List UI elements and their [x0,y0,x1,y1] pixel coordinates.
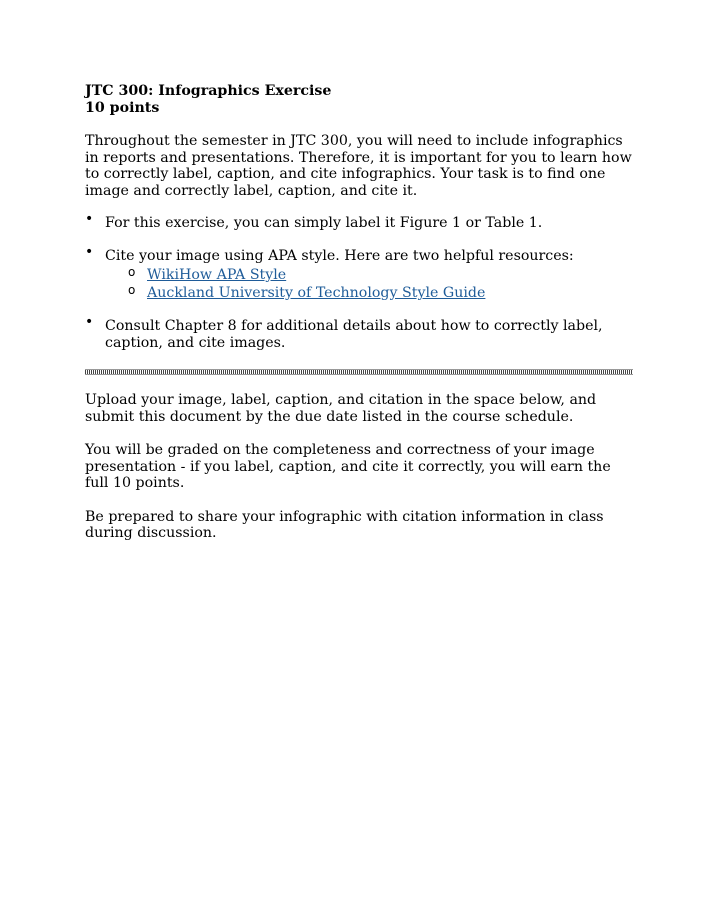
intro-paragraph: Throughout the semester in JTC 300, you will need to include infographics in reports and presentations. Therefore, it is important for you to learn how to correctly label, caption, and cite infographics. Your task is to find one image and correctly label, caption, and cite it. [85,133,632,199]
bullet-text: Cite your image using APA style. Here are two helpful resources: [105,247,574,264]
sub-bullet-icon: o [128,283,136,297]
bullet-text: For this exercise, you can simply label it Figure 1 or Table 1. [105,215,543,231]
bullet-label-instructions [85,211,633,232]
bullet-icon: • [85,211,94,227]
sub-bullet-icon: o [128,265,136,279]
upload-paragraph: Upload your image, label, caption, and citation in the space below, and submit this document by the due date listed in the course schedule. [85,392,597,425]
section-divider [85,369,633,375]
aut-style-guide-link[interactable]: Auckland University of Technology Style Guide [147,285,486,301]
bullet-icon: • [85,314,94,330]
bullet-cite-instructions [85,243,633,303]
bullet-text: Consult Chapter 8 for additional details about how to correctly label, caption, and cite images. [105,318,603,351]
document-title: JTC 300: Infographics Exercise [85,83,332,99]
wikihow-apa-link[interactable]: WikiHow APA Style [147,267,287,283]
points-heading: 10 points [85,99,160,116]
grading-paragraph: You will be graded on the completeness and correctness of your image presentation - if you label, caption, and cite it correctly, you will earn the full 10 points. [85,442,611,491]
bullet-icon: • [85,243,94,260]
bullet-chapter-instructions [85,314,633,351]
resource-list [85,266,633,302]
share-paragraph: Be prepared to share your infographic with citation information in class during discussion. [85,508,604,541]
document-page [85,83,633,542]
list-item [85,284,633,302]
list-item [85,266,633,284]
